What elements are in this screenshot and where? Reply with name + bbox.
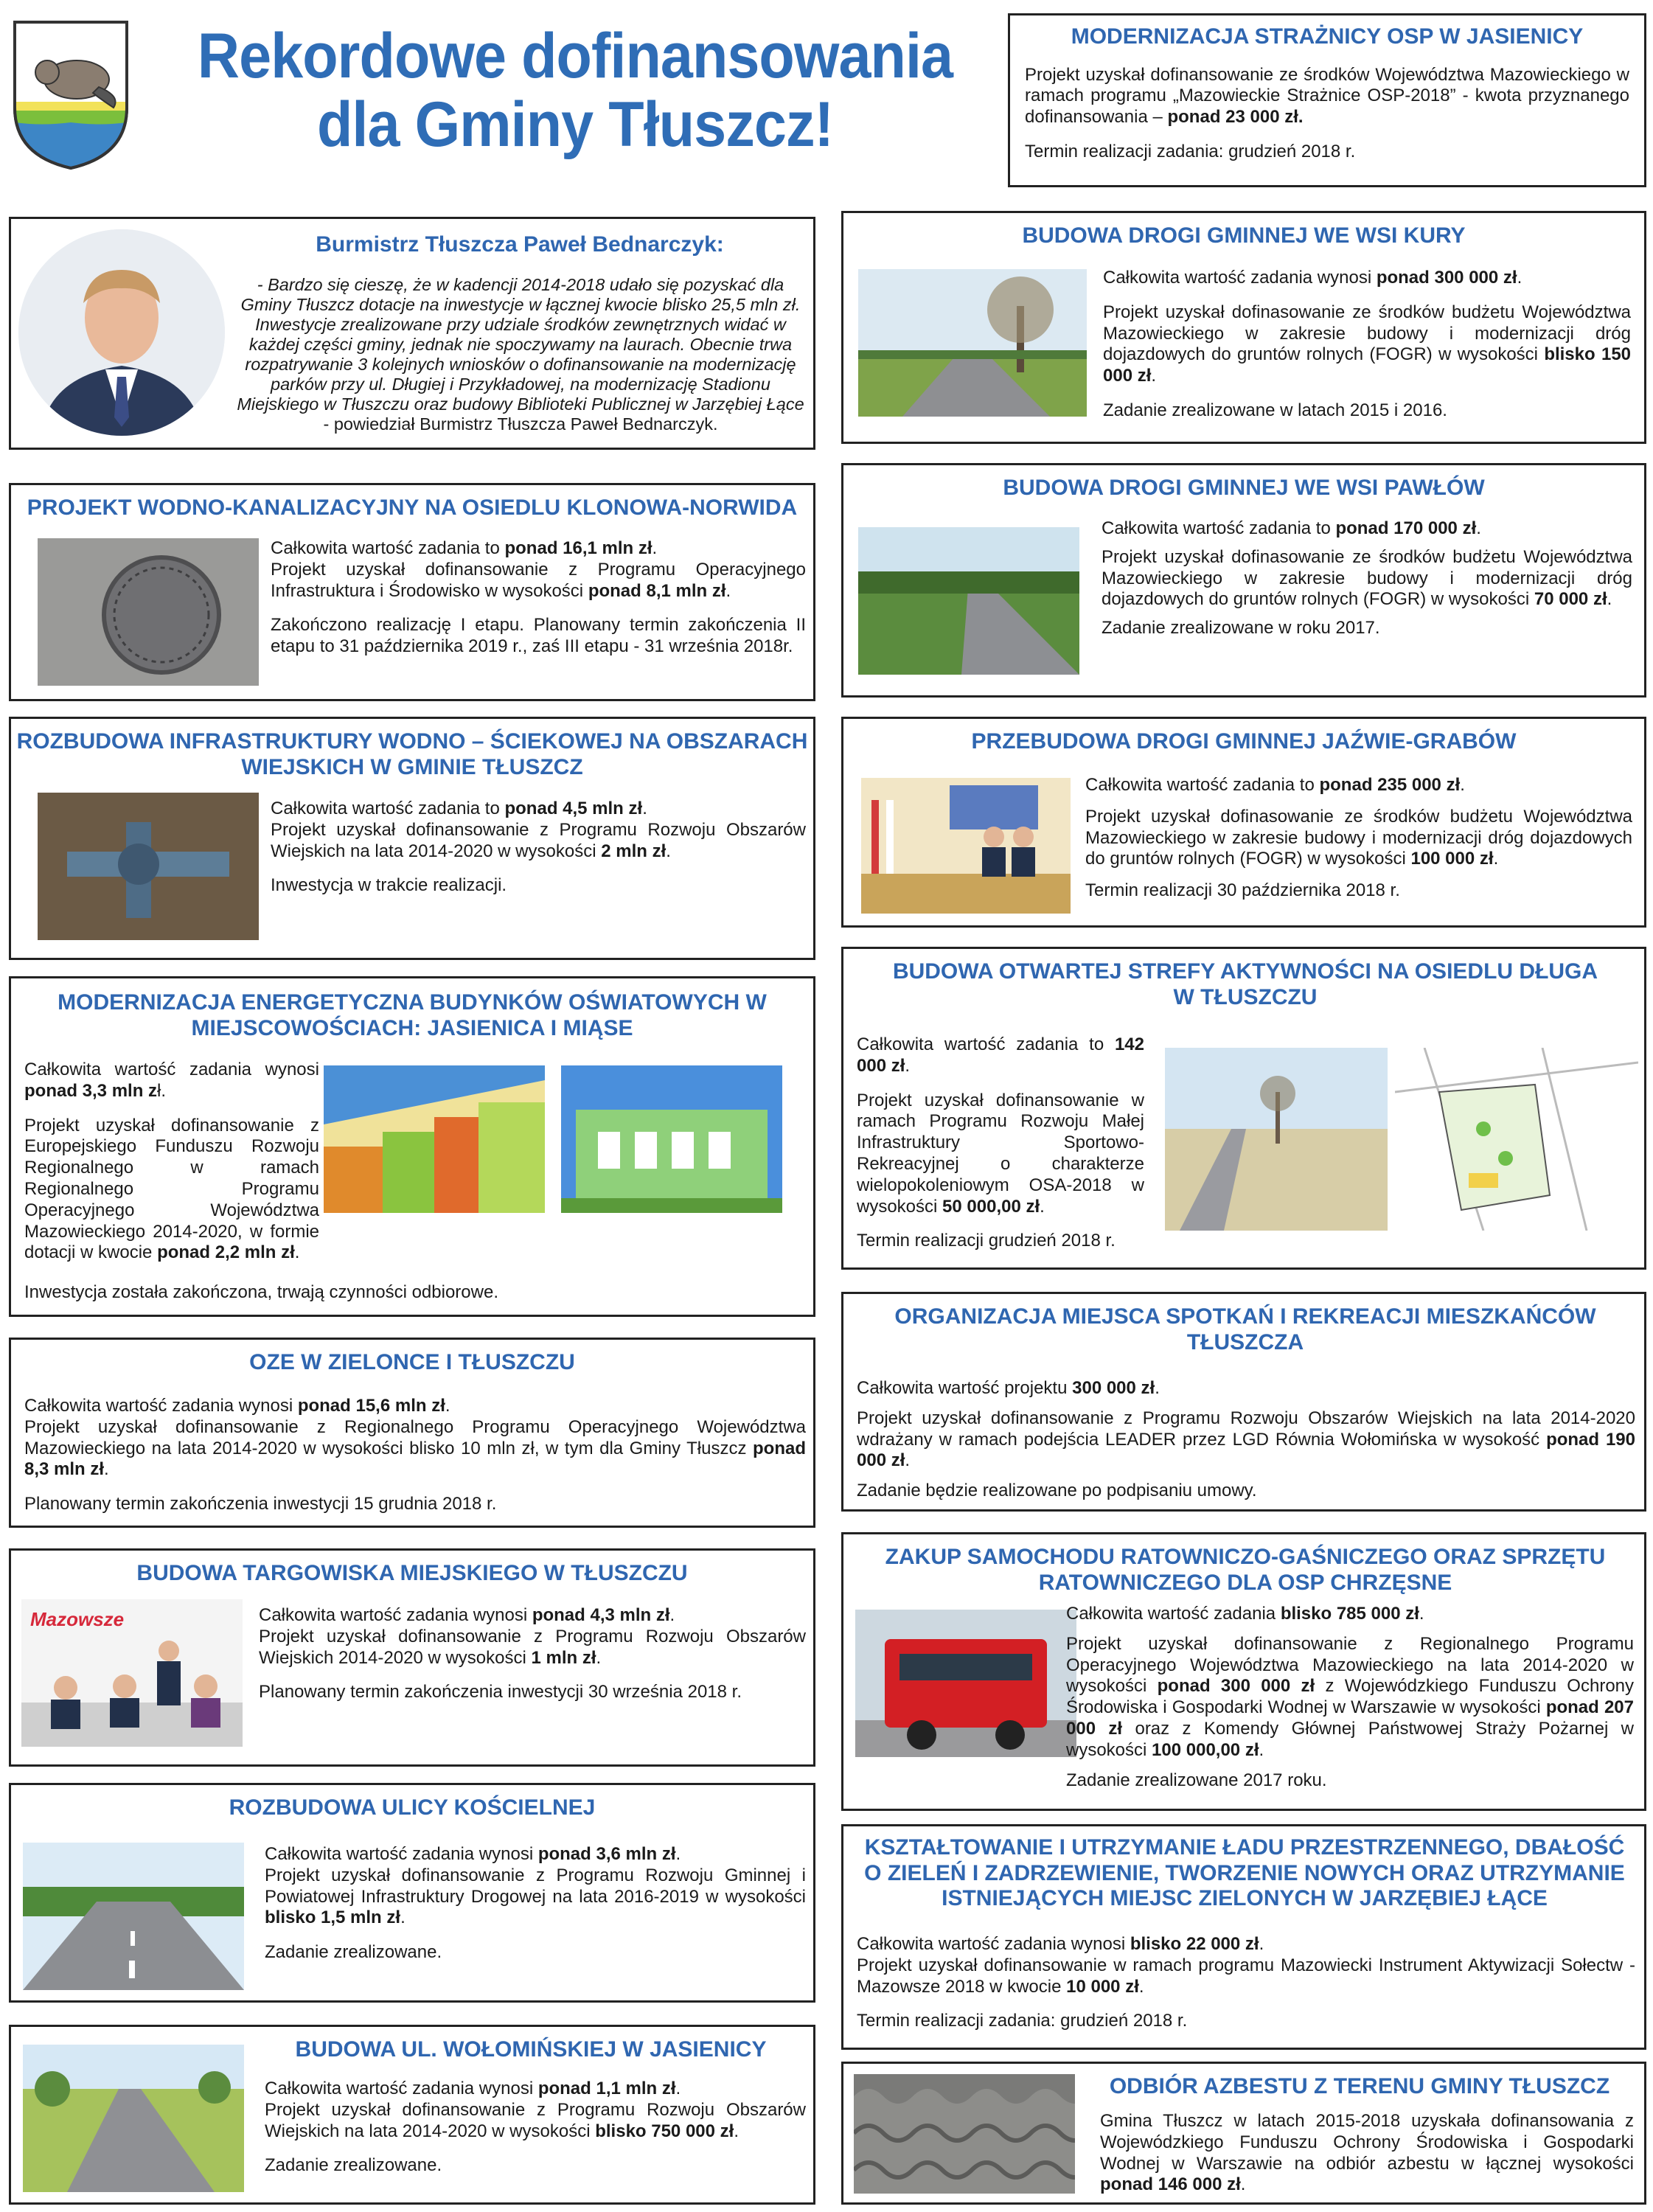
card-amount: ponad 1,1 mln zł <box>537 2079 676 2098</box>
card-amount: ponad 146 000 zł <box>1100 2174 1241 2195</box>
card-title: Burmistrz Tłuszcza Paweł Bednarczyk: <box>316 232 724 257</box>
card-title: PROJEKT WODNO-KANALIZACYJNY NA OSIEDLU KLONOWA-NORWIDA <box>27 495 798 520</box>
card-droga-kury: BUDOWA DROGI GMINNEJ WE WSI KURY Całkowita wartość zadania wynosi ponad 300 000 zł. Projekt uzyskał dofinasowanie ze środków budżetu Województwa Mazowieckiego w zakresie budowy i modernizacji dróg dojazdowych do gruntów rolnych (FOGR) w wysokości blisko 150 000 zł. Zadanie zrealizowane w latach 2015 i 2016. <box>841 211 1646 444</box>
card-status: Inwestycja w trakcie realizacji. <box>271 875 507 896</box>
card-deadline: Planowany termin zakończenia inwestycji 30 września 2018 r. <box>259 1682 742 1703</box>
manhole-photo <box>38 538 259 686</box>
card-amount: ponad 3,3 mln z <box>24 1080 158 1101</box>
card-amount: ponad 235 000 zł <box>1319 775 1461 795</box>
card-strefa-aktywnosci-dluga: BUDOWA OTWARTEJ STREFY AKTYWNOŚCI NA OSIEDLU DŁUGA W TŁUSZCZU Całkowita wartość zadania to 142 000 zł. Projekt uzyskał dofinansowanie w ramach Programu Rozwoju Małej Infrastruktury Sportowo-Rekreacyjnej o charakterze wielopokoleniowym OSA-2018 w wysokości 50 000,00 zł. Termin realizacji grudzień 2018 r. <box>841 947 1646 1270</box>
card-deadline: Zadanie zrealizowane w latach 2015 i 2016. <box>1103 400 1447 420</box>
card-text: Projekt uzyskał dofinasowanie ze środków budżetu Województwa Mazowieckiego w zakresie budowy i modernizacji dróg dojazdowych do gruntów rolnych (FOGR) w wysokości <box>1103 302 1631 365</box>
card-title: BUDOWA DROGI GMINNEJ WE WSI KURY <box>1022 223 1466 248</box>
card-amount: 142 000 zł <box>857 1034 1144 1076</box>
mayor-portrait <box>18 229 225 436</box>
card-title: PRZEBUDOWA DROGI GMINNEJ JAŹWIE-GRABÓW <box>971 729 1517 754</box>
card-status: Inwestycja została zakończona, trwają czynności odbiorowe. <box>24 1282 498 1302</box>
card-amount: ponad 300 000 zł <box>1157 1676 1315 1697</box>
card-droga-pawlow: BUDOWA DROGI GMINNEJ WE WSI PAWŁÓW Całkowita wartość zadania to ponad 170 000 zł. Projekt uzyskał dofinasowanie ze środków budżetu Województwa Mazowieckiego w zakresie budowy i modernizacji dróg dojazdowych do gruntów rolnych (FOGR) w wysokości 70 000 zł. Zadanie zrealizowane w roku 2017. <box>841 463 1646 698</box>
card-title: BUDOWA UL. WOŁOMIŃSKIEJ W JASIENICY <box>295 2037 767 2062</box>
card-deadline: Termin realizacji zadania: grudzień 2018 r. <box>857 2011 1188 2031</box>
card-amount: ponad 190 000 zł <box>857 1429 1636 1471</box>
card-amount: 100 000,00 zł <box>1152 1739 1259 1760</box>
card-amount: blisko 150 000 zł <box>1103 344 1632 386</box>
card-deadline: Planowany termin zakończenia inwestycji 15 grudnia 2018 r. <box>24 1494 497 1514</box>
school-photo-2 <box>561 1065 782 1213</box>
card-deadline: Termin realizacji 30 października 2018 r. <box>1085 880 1400 901</box>
card-amount: blisko 1,5 mln zł <box>265 1907 401 1928</box>
card-amount: ponad 2,2 mln zł <box>157 1242 295 1263</box>
card-amount: 50 000,00 zł <box>942 1196 1040 1217</box>
card-title: MODERNIZACJA STRAŻNICY OSP W JASIENICY <box>1071 24 1584 49</box>
pipes-photo <box>38 793 259 940</box>
card-amount: 100 000 zł <box>1410 849 1494 869</box>
card-status: Zadanie zrealizowane 2017 roku. <box>1066 1770 1327 1790</box>
card-status: Zadanie zrealizowane. <box>265 1942 442 1963</box>
page-title-line2: dla Gminy Tłuszcz! <box>316 88 834 160</box>
signing-photo <box>861 778 1071 914</box>
card-title: ZAKUP SAMOCHODU RATOWNICZO-GAŚNICZEGO ORAZ SPRZĘTU RATOWNICZEGO DLA OSP CHRZĘSNE <box>885 1545 1606 1595</box>
card-title: KSZTAŁTOWANIE I UTRZYMANIE ŁADU PRZESTRZENNEGO, DBAŁOŚĆ O ZIELEŃ I ZADRZEWIENIE, TWORZENIE NOWYCH ORAZ UTRZYMANIE ISTNIEJĄCYCH MIEJSC ZIELONYCH W JARZĘBIEJ ŁĄCE <box>864 1835 1625 1910</box>
card-modernizacja-energetyczna: MODERNIZACJA ENERGETYCZNA BUDYNKÓW OŚWIATOWYCH W MIEJSCOWOŚCIACH: JASIENICA I MIĄSE Całkowita wartość zadania wynosi ponad 3,3 mln zł. Projekt uzyskał dofinansowanie z Europejskiego Funduszu Rozwoju Regionalnego w ramach Regionalnego Programu Operacyjnego Województwa Mazowieckiego 2014-2020, w formie dotacji w kwocie ponad 2,2 mln zł. Inwestycja została zakończona, trwają czynności odbiorowe. <box>9 976 815 1317</box>
card-title: ORGANIZACJA MIEJSCA SPOTKAŃ I REKREACJI MIESZKAŃCÓW TŁUSZCZA <box>894 1304 1596 1354</box>
card-jazwie-grabow: PRZEBUDOWA DROGI GMINNEJ JAŹWIE-GRABÓW Całkowita wartość zadania to ponad 235 000 zł. Projekt uzyskał dofinasowanie ze środków budżetu Województwa Mazowieckiego w zakresie budowy i modernizacji dróg dojazdowych do gruntów rolnych (FOGR) w wysokości 100 000 zł. Termin realizacji 30 października 2018 r. <box>841 717 1646 928</box>
card-amount: blisko 785 000 zł <box>1280 1604 1419 1624</box>
card-burmistrz-quote <box>9 217 815 450</box>
card-odbior-azbestu: ODBIÓR AZBESTU Z TERENU GMINY TŁUSZCZ Gmina Tłuszcz w latach 2015-2018 uzyskała dofinansowania z Wojewódzkiego Funduszu Ochrony Środowiska i Gospodarki Wodnej w Warszawie na odbiór azbestu w łącznej wysokości ponad 146 000 zł. <box>841 2062 1646 2205</box>
card-text: Projekt uzyskał dofinansowanie ze środków Województwa Mazowieckiego w ramach programu „Mazowieckie Strażnice OSP-2018” - kwota przyznanego dofinansowania – <box>1025 64 1629 128</box>
card-status: Zadanie będzie realizowane po podpisaniu umowy. <box>857 1481 1257 1501</box>
card-amount: ponad 4,3 mln zł <box>532 1605 670 1625</box>
page-title <box>195 22 955 159</box>
card-ulica-wolominska: BUDOWA UL. WOŁOMIŃSKIEJ W JASIENICY Całkowita wartość zadania wynosi ponad 1,1 mln zł. Projekt uzyskał dofinansowanie z Programu Rozwoju Obszarów Wiejskich na lata 2014-2020 w wysokości blisko 750 000 zł. Zadanie zrealizowane. <box>9 2025 815 2205</box>
card-amount: 2 mln zł <box>601 841 667 861</box>
card-infrastruktura-wiejska: ROZBUDOWA INFRASTRUKTURY WODNO – ŚCIEKOWEJ NA OBSZARACH WIEJSKICH W GMINIE TŁUSZCZ Całkowita wartość zadania to ponad 4,5 mln zł. Projekt uzyskał dofinansowanie z Programu Rozwoju Obszarów Wiejskich na lata 2014-2020 w wysokości 2 mln zł. Inwestycja w trakcie realizacji. <box>9 717 815 960</box>
card-oze: OZE W ZIELONCE I TŁUSZCZU Całkowita wartość zadania wynosi ponad 15,6 mln zł. Projekt uzyskał dofinansowanie z Regionalnego Programu Operacyjnego Województwa Mazowieckiego na lata 2014-2020 w wysokości blisko 10 mln zł, w tym dla Gminy Tłuszcz ponad 8,3 mln zł. Planowany termin zakończenia inwestycji 15 grudnia 2018 r. <box>9 1338 815 1528</box>
card-deadline: Zakończono realizację I etapu. Planowany termin zakończenia II etapu to 31 października 2019 r., zaś III etapu - 31 września 2018r. <box>271 615 806 657</box>
fire-truck-photo <box>855 1610 1076 1757</box>
card-amount: ponad 170 000 zł <box>1335 518 1477 538</box>
card-title: MODERNIZACJA ENERGETYCZNA BUDYNKÓW OŚWIATOWYCH W MIEJSCOWOŚCIACH: JASIENICA I MIĄSE <box>58 990 767 1040</box>
card-amount: 1 mln zł <box>531 1647 596 1668</box>
coat-of-arms <box>12 19 130 170</box>
card-amount: blisko 750 000 zł <box>595 2121 734 2141</box>
card-title: BUDOWA DROGI GMINNEJ WE WSI PAWŁÓW <box>1003 476 1485 500</box>
card-status: Zadanie zrealizowane. <box>265 2155 442 2176</box>
card-amount: ponad 4,5 mln zł <box>504 799 643 818</box>
card-targowisko: BUDOWA TARGOWISKA MIEJSKIEGO W TŁUSZCZU Mazowsze Całkowita wartość zadania wynosi ponad 4,3 mln zł. Projekt uzyskał dofinansowanie z Programu Rozwoju Obszarów Wiejskich 2014-2020 w wysokości 1 mln zł. Planowany termin zakończenia inwestycji 30 września 2018 r. <box>9 1548 815 1767</box>
card-amount: 10 000 zł <box>1066 1976 1139 1997</box>
card-title: BUDOWA OTWARTEJ STREFY AKTYWNOŚCI NA OSIEDLU DŁUGA W TŁUSZCZU <box>892 959 1598 1009</box>
card-amount: ponad 15,6 mln zł <box>297 1396 445 1416</box>
site-photo <box>1165 1048 1388 1231</box>
asbestos-roof-photo <box>854 2074 1075 2194</box>
card-amount: ponad 8,1 mln zł <box>588 580 726 601</box>
card-amount: ponad 300 000 zł <box>1376 268 1517 288</box>
card-title: BUDOWA TARGOWISKA MIEJSKIEGO W TŁUSZCZU <box>136 1561 688 1585</box>
card-osp-jasienica <box>1008 13 1646 187</box>
site-plan <box>1395 1048 1638 1231</box>
card-ulica-koscielna: ROZBUDOWA ULICY KOŚCIELNEJ Całkowita wartość zadania wynosi ponad 3,6 mln zł. Projekt uzyskał dofinansowanie z Programu Rozwoju Gminnej i Powiatowej Infrastruktury Drogowej na lata 2016-2019 w wysokości blisko 1,5 mln zł. Zadanie zrealizowane. <box>9 1783 815 2003</box>
card-deadline: Termin realizacji zadania: grudzień 2018 r. <box>1025 141 1356 161</box>
card-amount: ponad 23 000 zł. <box>1167 107 1304 128</box>
card-amount: ponad 8,3 mln zł <box>24 1438 806 1480</box>
card-jarzebia-laka: KSZTAŁTOWANIE I UTRZYMANIE ŁADU PRZESTRZENNEGO, DBAŁOŚĆ O ZIELEŃ I ZADRZEWIENIE, TWORZENIE NOWYCH ORAZ UTRZYMANIE ISTNIEJĄCYCH MIEJSC ZIELONYCH W JARZĘBIEJ ŁĄCE Całkowita wartość zadania wynosi blisko 22 000 zł. Projekt uzyskał dofinansowanie w ramach programu Mazowiecki Instrument Aktywizacji Sołectw - Mazowsze 2018 w kwocie 10 000 zł. Termin realizacji zadania: grudzień 2018 r. <box>841 1824 1646 2050</box>
mayor-quote: - Bardzo się cieszę, że w kadencji 2014-2018 udało się pozyskać dla Gminy Tłuszcz dotacje na inwestycje w łącznej kwocie blisko 25,5 mln zł. Inwestycje zrealizowane przy udziale środków zewnętrznych widać w każdej części gminy, jednak nie spoczywamy na laurach. Obecnie trwa rozpatrywanie 3 kolejnych wniosków o dofinansowanie na modernizację parków przy ul. Długiej i Przykładowej, na modernizację Stadionu Miejskiego w Tłuszczu oraz budowy Biblioteki Publicznej w Jarzębiej Łące <box>237 275 804 414</box>
road-photo <box>858 527 1079 675</box>
page-title-line1: Rekordowe dofinansowania <box>197 21 953 91</box>
street-photo <box>23 1843 244 1990</box>
card-title: ROZBUDOWA ULICY KOŚCIELNEJ <box>229 1795 596 1820</box>
card-amount: 70 000 zł <box>1534 589 1607 610</box>
card-amount: ponad 207 000 zł <box>1066 1697 1635 1739</box>
card-miejsce-spotkan: ORGANIZACJA MIEJSCA SPOTKAŃ I REKREACJI MIESZKAŃCÓW TŁUSZCZA Całkowita wartość projektu 300 000 zł. Projekt uzyskał dofinansowanie z Programu Rozwoju Obszarów Wiejskich na lata 2014-2020 wdrażany w ramach podejścia LEADER przez LGD Równia Wołomińska w wysokość ponad 190 000 zł. Zadanie będzie realizowane po podpisaniu umowy. <box>841 1292 1646 1512</box>
road-photo <box>858 269 1087 417</box>
card-deadline: Zadanie zrealizowane w roku 2017. <box>1102 618 1380 639</box>
card-text: Całkowita wartość zadania wynosi <box>1103 268 1377 288</box>
signing-photo <box>21 1599 243 1747</box>
mayor-quote-attribution: - powiedział Burmistrz Tłuszcza Paweł Bednarczyk. <box>323 414 718 434</box>
road-photo <box>23 2045 244 2192</box>
card-deadline: Termin realizacji grudzień 2018 r. <box>857 1231 1116 1251</box>
banner-text: Mazowsze <box>30 1608 125 1630</box>
card-osp-chrzesne: ZAKUP SAMOCHODU RATOWNICZO-GAŚNICZEGO ORAZ SPRZĘTU RATOWNICZEGO DLA OSP CHRZĘSNE Całkowita wartość zadania blisko 785 000 zł. Projekt uzyskał dofinansowanie z Regionalnego Programu Operacyjnego Województwa Mazowieckiego na lata 2014-2020 w wysokości ponad 300 000 zł z Wojewódzkiego Funduszu Ochrony Środowiska i Gospodarki Wodnej w Warszawie w wysokości ponad 207 000 zł oraz z Komendy Głównej Państwowej Straży Pożarnej w wysokości 100 000,00 zł. Zadanie zrealizowane 2017 roku. <box>841 1532 1646 1811</box>
card-amount: 300 000 zł <box>1072 1378 1155 1398</box>
beaver-crest-icon <box>12 19 130 170</box>
card-klonowa-norwida: PROJEKT WODNO-KANALIZACYJNY NA OSIEDLU KLONOWA-NORWIDA Całkowita wartość zadania to ponad 16,1 mln zł. Projekt uzyskał dofinansowanie z Programu Operacyjnego Infrastruktura i Środowisko w wysokości ponad 8,1 mln zł. Zakończono realizację I etapu. Planowany termin zakończenia II etapu to 31 października 2019 r., zaś III etapu - 31 września 2018r. <box>9 483 815 701</box>
card-title: ROZBUDOWA INFRASTRUKTURY WODNO – ŚCIEKOWEJ NA OBSZARACH WIEJSKICH W GMINIE TŁUSZCZ <box>16 729 808 779</box>
card-amount: ponad 3,6 mln zł <box>537 1844 676 1864</box>
card-amount: ponad 16,1 mln zł <box>504 538 652 558</box>
card-title: OZE W ZIELONCE I TŁUSZCZU <box>249 1350 575 1374</box>
card-title: ODBIÓR AZBESTU Z TERENU GMINY TŁUSZCZ <box>1109 2074 1610 2098</box>
card-amount: blisko 22 000 zł <box>1130 1934 1259 1954</box>
school-photo-1 <box>324 1065 545 1213</box>
